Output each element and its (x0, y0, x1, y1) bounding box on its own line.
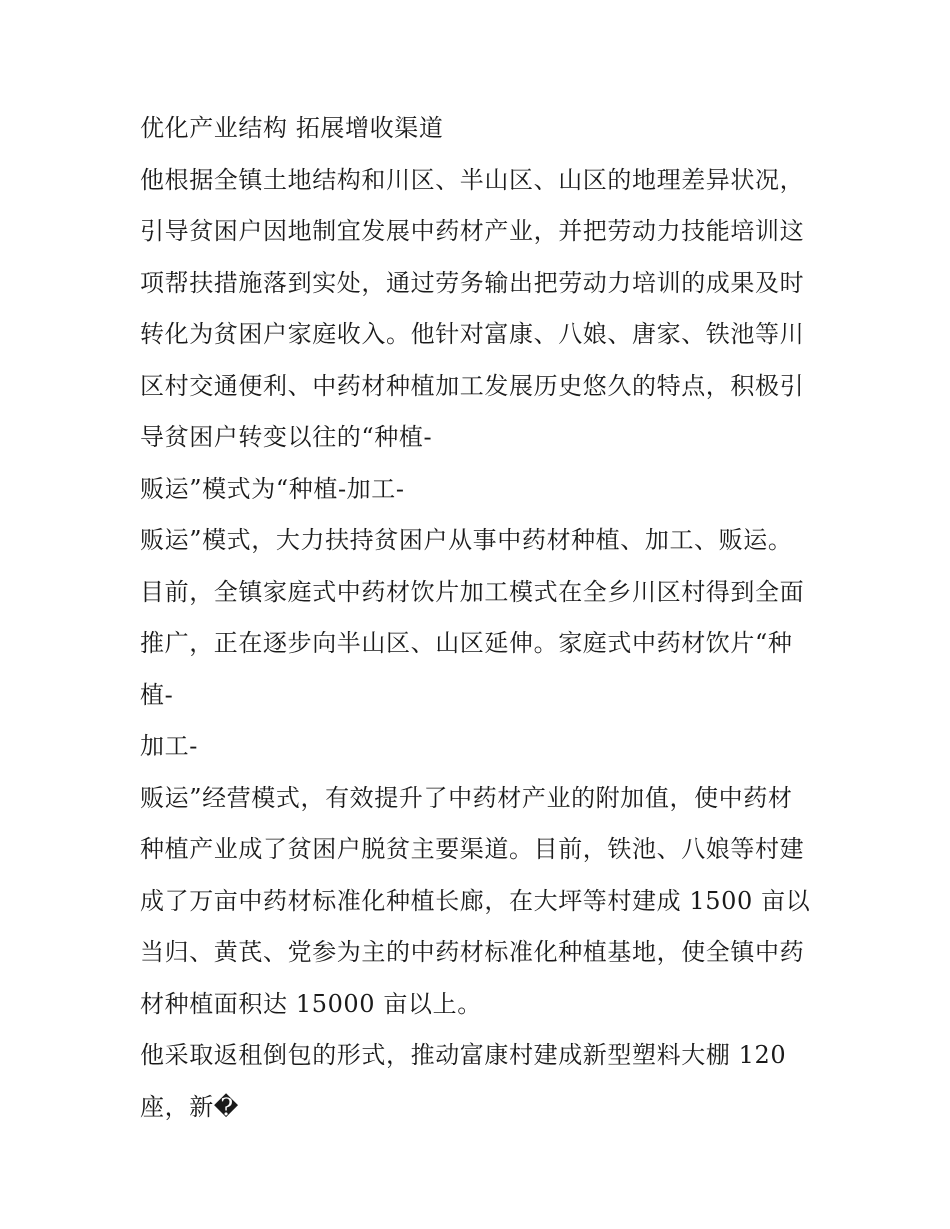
text-line: 成了万亩中药材标准化种植长廊，在大坪等村建成 1500 亩以 (140, 886, 811, 915)
text-line: 贩运”模式为“种植-加工- (140, 474, 405, 503)
section-heading: 优化产业结构 拓展增收渠道 (140, 114, 444, 142)
text-line: 区村交通便利、中药材种植加工发展历史悠久的特点，积极引 (140, 371, 805, 400)
text-line: 他采取返租倒包的形式，推动富康村建成新型塑料大棚 120 (140, 1041, 787, 1069)
text-line: 项帮扶措施落到实处，通过劳务输出把劳动力培训的成果及时 (140, 268, 805, 297)
text-line: 植- (140, 680, 174, 709)
text-line: 贩运”经营模式，有效提升了中药材产业的附加值，使中药材 (140, 783, 793, 812)
text-line: 转化为贫困户家庭收入。他针对富康、八娘、唐家、铁池等川 (140, 320, 805, 348)
text-line: 当归、黄芪、党参为主的中药材标准化种植基地，使全镇中药 (140, 938, 805, 966)
document-body (140, 103, 830, 1133)
text-line: 座，新� (140, 1092, 240, 1121)
text-line: 导贫困户转变以往的“种植- (140, 423, 433, 451)
text-line: 引导贫困户因地制宜发展中药材产业，并把劳动力技能培训这 (140, 217, 805, 245)
text-line: 材种植面积达 15000 亩以上。 (140, 989, 482, 1018)
text-line: 种植产业成了贫困户脱贫主要渠道。目前，铁池、八娘等村建 (140, 835, 805, 863)
text-line: 贩运”模式，大力扶持贫困户从事中药材种植、加工、贩运。 (140, 526, 793, 554)
text-line: 加工- (140, 732, 198, 760)
text-line: 目前，全镇家庭式中药材饮片加工模式在全乡川区村得到全面 (140, 577, 805, 606)
text-line: 推广，正在逐步向半山区、山区延伸。家庭式中药材饮片“种 (140, 629, 793, 657)
text-line: 他根据全镇土地结构和川区、半山区、山区的地理差异状况， (140, 165, 805, 194)
